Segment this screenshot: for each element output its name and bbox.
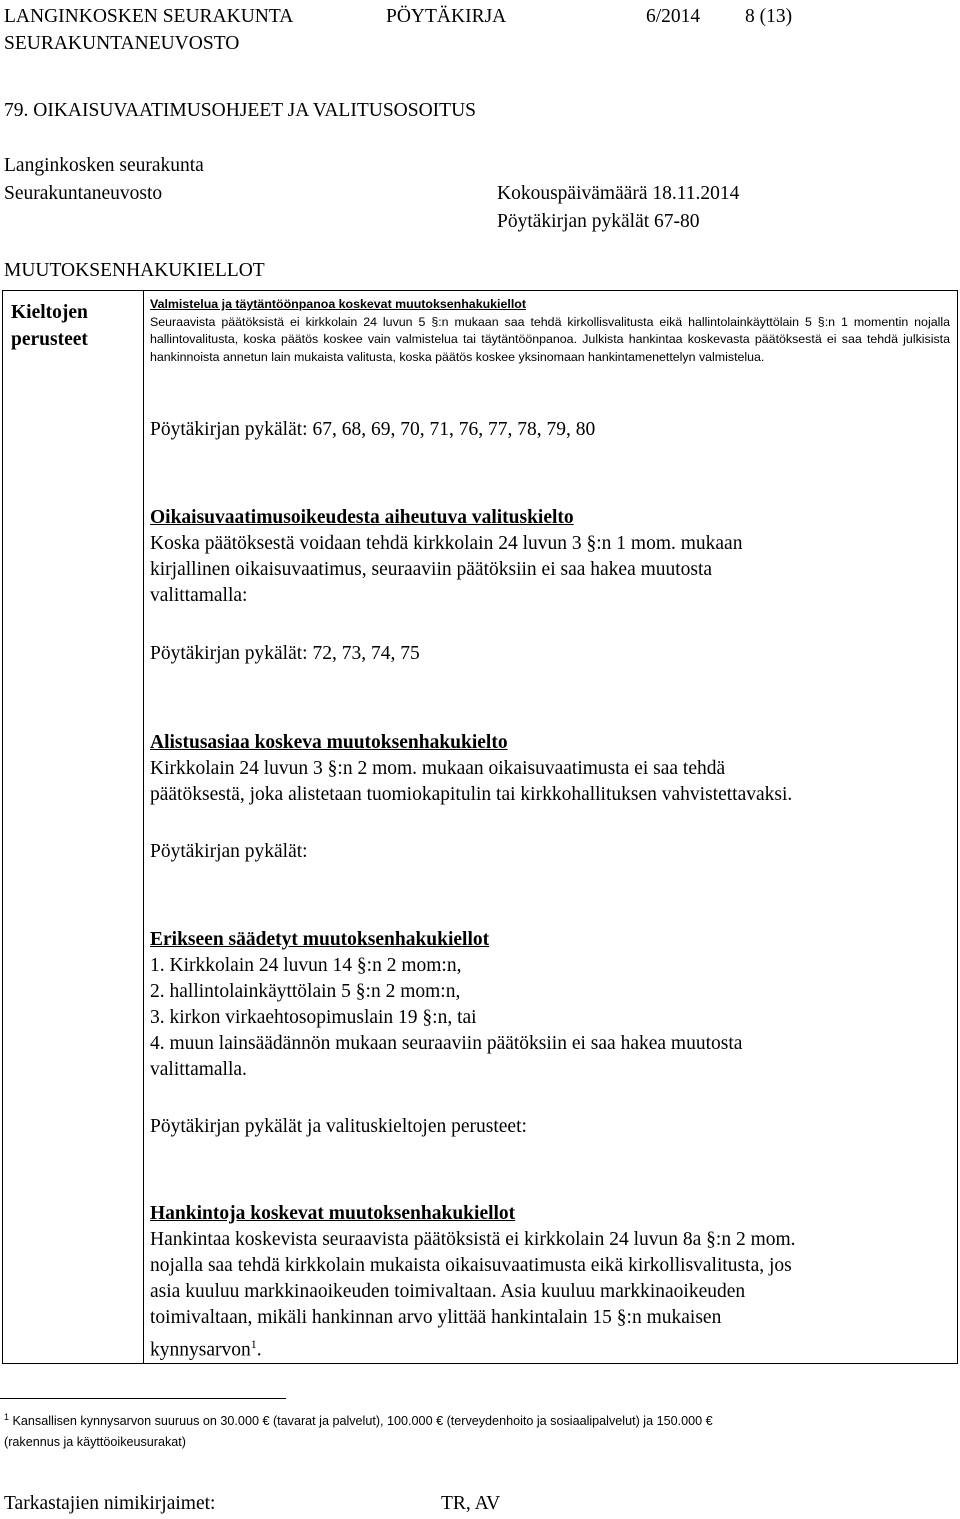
block5-line: nojalla saa tehdä kirkkolain mukaista oikaisuvaatimusta eikä kirkollisvalitusta, jos [150, 1255, 792, 1276]
header-page: 8 (13) [745, 6, 793, 27]
council-name: Seurakuntaneuvosto [4, 183, 163, 204]
block-preparation-bans [150, 296, 950, 366]
block2-sections: Pöytäkirjan pykälät: 72, 73, 74, 75 [150, 643, 420, 664]
footnote-ref[interactable]: 1 [250, 1337, 257, 1351]
header-body: SEURAKUNTANEUVOSTO [4, 33, 240, 54]
block-separate-bans [150, 927, 950, 1083]
footnote-text: Kansallisen kynnysarvon suuruus on 30.000 € (tavarat ja palvelut), 100.000 € (terveydenhoito ja sosiaalipalvelut) ja 150.000 € [12, 1414, 713, 1429]
block5-line: toimivaltaan, mikäli hankinnan arvo ylittää hankintalain 15 §:n mukaisen [150, 1307, 722, 1328]
header-doc-type: PÖYTÄKIRJA [386, 6, 507, 27]
column-divider [143, 291, 144, 1363]
block5-line: asia kuuluu markkinaoikeuden toimivaltaan. Asia kuuluu markkinaoikeuden [150, 1281, 746, 1302]
block2-line: kirjallinen oikaisuvaatimus, seuraaviin päätöksiin ei saa hakea muutosta [150, 559, 713, 580]
block5-title: Hankintoja koskevat muutoksenhakukiellot [150, 1203, 516, 1224]
footnote-line2: (rakennus ja käyttöoikeusurakat) [4, 1435, 187, 1449]
footnote-rule [0, 1398, 286, 1399]
block3-sections: Pöytäkirjan pykälät: [150, 841, 308, 862]
block4-item: 2. hallintolainkäyttölain 5 §:n 2 mom:n, [150, 981, 461, 1002]
block4-item: 1. Kirkkolain 24 luvun 14 §:n 2 mom:n, [150, 955, 462, 976]
block5-period: . [256, 1339, 262, 1361]
block2-title: Oikaisuvaatimusoikeudesta aiheutuva valituskielto [150, 507, 574, 528]
initials-label: Tarkastajien nimikirjaimet: [4, 1493, 216, 1514]
block4-item: 4. muun lainsäädännön mukaan seuraaviin päätöksiin ei saa hakea muutosta [150, 1033, 743, 1054]
block4-sections: Pöytäkirjan pykälät ja valituskieltojen perusteet: [150, 1116, 527, 1137]
block3-line: Kirkkolain 24 luvun 3 §:n 2 mom. mukaan oikaisuvaatimusta ei saa tehdä [150, 758, 726, 779]
block4-item-tail: valittamalla. [150, 1059, 247, 1080]
block5-line: Hankintaa koskevista seuraavista päätöksistä ei kirkkolain 24 luvun 8a §:n 2 mom. [150, 1229, 796, 1250]
block3-line: päätöksestä, joka alistetaan tuomiokapitulin tai kirkkohallituksen vahvistettavaksi. [150, 784, 793, 805]
block5-last-line [150, 1331, 950, 1364]
left-label-2: perusteet [11, 329, 88, 350]
initials-value: TR, AV [441, 1493, 501, 1514]
block1-sections: Pöytäkirjan pykälät: 67, 68, 69, 70, 71, 76, 77, 78, 79, 80 [150, 419, 596, 440]
block3-title: Alistusasiaa koskeva muutoksenhakukielto [150, 732, 508, 753]
block5-last-word: kynnysarvon [150, 1339, 251, 1361]
block1-text: Seuraavista päätöksistä ei kirkkolain 24 luvun 5 §:n mukaan saa tehdä kirkollisvalitusta eikä hallintolainkäyttölain 5 §:n 1 momentin nojalla hallintovalitusta, koska päätös koskee vain valmistelua tai täytäntöönpanoa. Julkista hankintaa koskevasta päätöksestä ei saa tehdä julkisista hankinnoista annetun lain mukaista valitusta, koska päätös koskee yksinomaan hankintamenettelyn valmistelua. [150, 314, 950, 364]
footnote-line1 [4, 1409, 713, 1430]
block2-line: Koska päätöksestä voidaan tehdä kirkkolain 24 luvun 3 §:n 1 mom. mukaan [150, 533, 743, 554]
meeting-date: Kokouspäivämäärä 18.11.2014 [497, 183, 740, 204]
parish-name: Langinkosken seurakunta [4, 155, 204, 176]
left-label-1: Kieltojen [11, 302, 88, 323]
block-rectification-ban [150, 505, 950, 609]
bans-heading: MUUTOKSENHAKUKIELLOT [4, 260, 265, 281]
meeting-sections: Pöytäkirjan pykälät 67-80 [497, 211, 700, 232]
section-heading: 79. OIKAISUVAATIMUSOHJEET JA VALITUSOSOITUS [4, 100, 477, 121]
block4-item: 3. kirkon virkaehtosopimuslain 19 §:n, tai [150, 1007, 477, 1028]
block1-title: Valmistelua ja täytäntöönpanoa koskevat muutoksenhakukiellot [150, 297, 526, 311]
block4-title: Erikseen säädetyt muutoksenhakukiellot [150, 929, 490, 950]
footnote-mark: 1 [4, 1412, 10, 1422]
header-org: LANGINKOSKEN SEURAKUNTA [4, 6, 294, 27]
block2-line: valittamalla: [150, 585, 248, 606]
block-procurement-bans [150, 1201, 950, 1364]
block-submission-ban [150, 730, 950, 808]
header-number: 6/2014 [646, 6, 701, 27]
